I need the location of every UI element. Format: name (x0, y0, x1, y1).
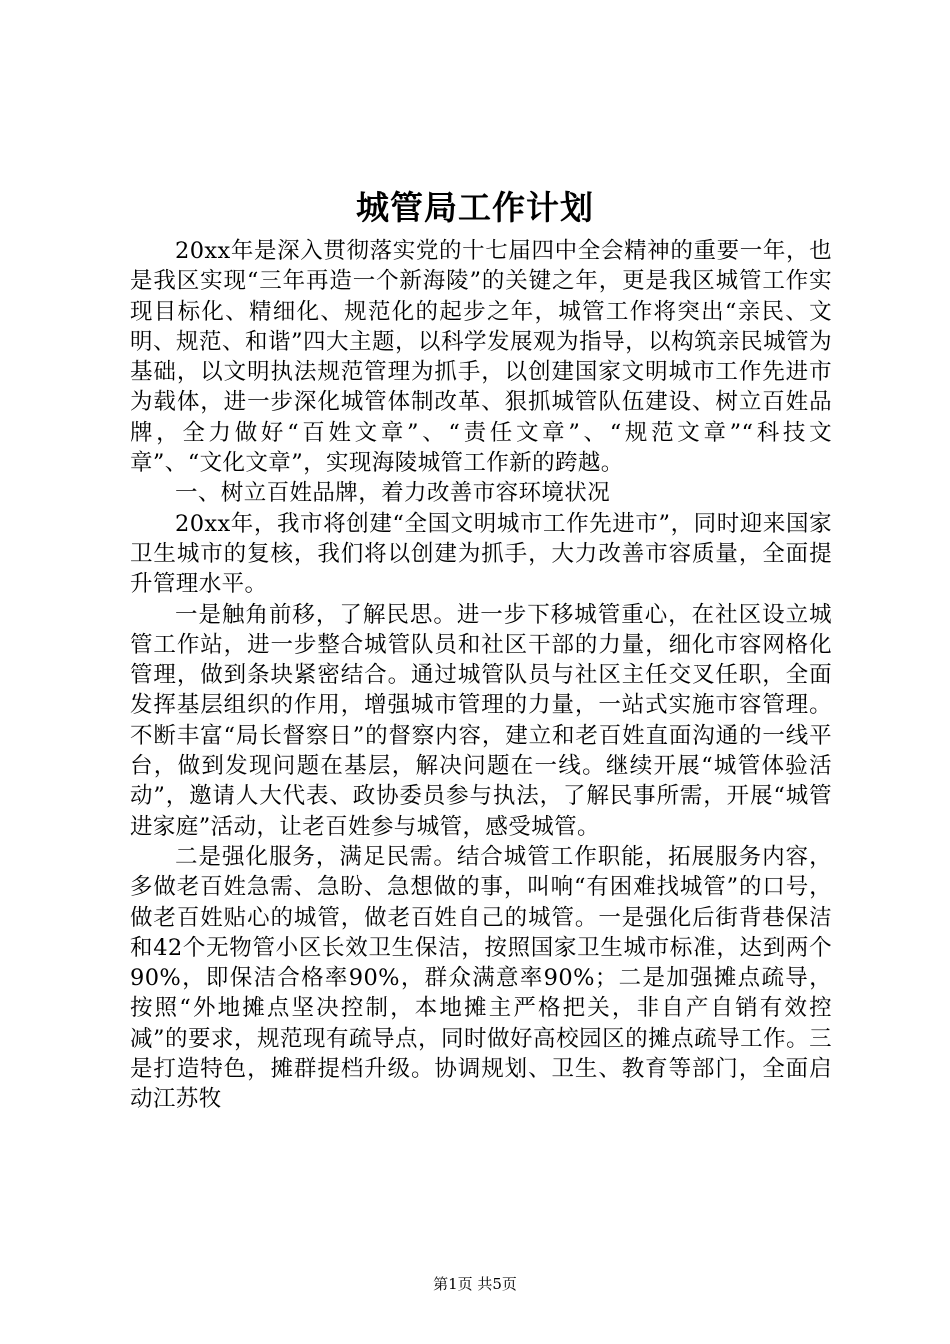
paragraph-section-intro: 20xx年，我市将创建“全国文明城市工作先进市”，同时迎来国家卫生城市的复核，我们将以创建为抓手，大力改善市容质量，全面提升管理水平。 (130, 510, 832, 598)
paragraph-point-one: 一是触角前移，了解民思。进一步下移城管重心，在社区设立城管工作站，进一步整合城管队员和社区干部的力量，细化市容网格化管理，做到条块紧密结合。通过城管队员与社区主任交叉任职，全面发挥基层组织的作用，增强城市管理的力量，一站式实施市容管理。不断丰富“局长督察日”的督察内容，建立和老百姓直面沟通的一线平台，做到发现问题在基层，解决问题在一线。继续开展“城管体验活动”，邀请人大代表、政协委员参与执法，了解民事所需，开展“城管进家庭”活动，让老百姓参与城管，感受城管。 (130, 601, 832, 840)
document-body (130, 236, 832, 1115)
paragraph-point-two: 二是强化服务，满足民需。结合城管工作职能，拓展服务内容，多做老百姓急需、急盼、急想做的事，叫响“有困难找城管”的口号，做老百姓贴心的城管，做老百姓自己的城管。一是强化后街背巷保洁和42个无物管小区长效卫生保洁，按照国家卫生城市标准，达到两个90%，即保洁合格率90%，群众满意率90%；二是加强摊点疏导，按照“外地摊点坚决控制，本地摊主严格把关，非自产自销有效控减”的要求，规范现有疏导点，同时做好高校园区的摊点疏导工作。三是打造特色，摊群提档升级。协调规划、卫生、教育等部门，全面启动江苏牧 (130, 843, 832, 1113)
section-heading: 一、树立百姓品牌，着力改善市容环境状况 (175, 480, 611, 507)
document-title: 城管局工作计划 (356, 188, 594, 227)
page-number: 第1页 共5页 (433, 1275, 517, 1293)
paragraph-intro: 20xx年是深入贯彻落实党的十七届四中全会精神的重要一年，也是我区实现“三年再造一个新海陵”的关键之年，更是我区城管工作实现目标化、精细化、规范化的起步之年，城管工作将突出“亲民、文明、规范、和谐”四大主题，以科学发展观为指导，以构筑亲民城管为基础，以文明执法规范管理为抓手，以创建国家文明城市工作先进市为载体，进一步深化城管体制改革、狠抓城管队伍建设、树立百姓品牌，全力做好“百姓文章”、“责任文章”、“规范文章”“科技文章”、“文化文章”，实现海陵城管工作新的跨越。 (130, 238, 832, 477)
